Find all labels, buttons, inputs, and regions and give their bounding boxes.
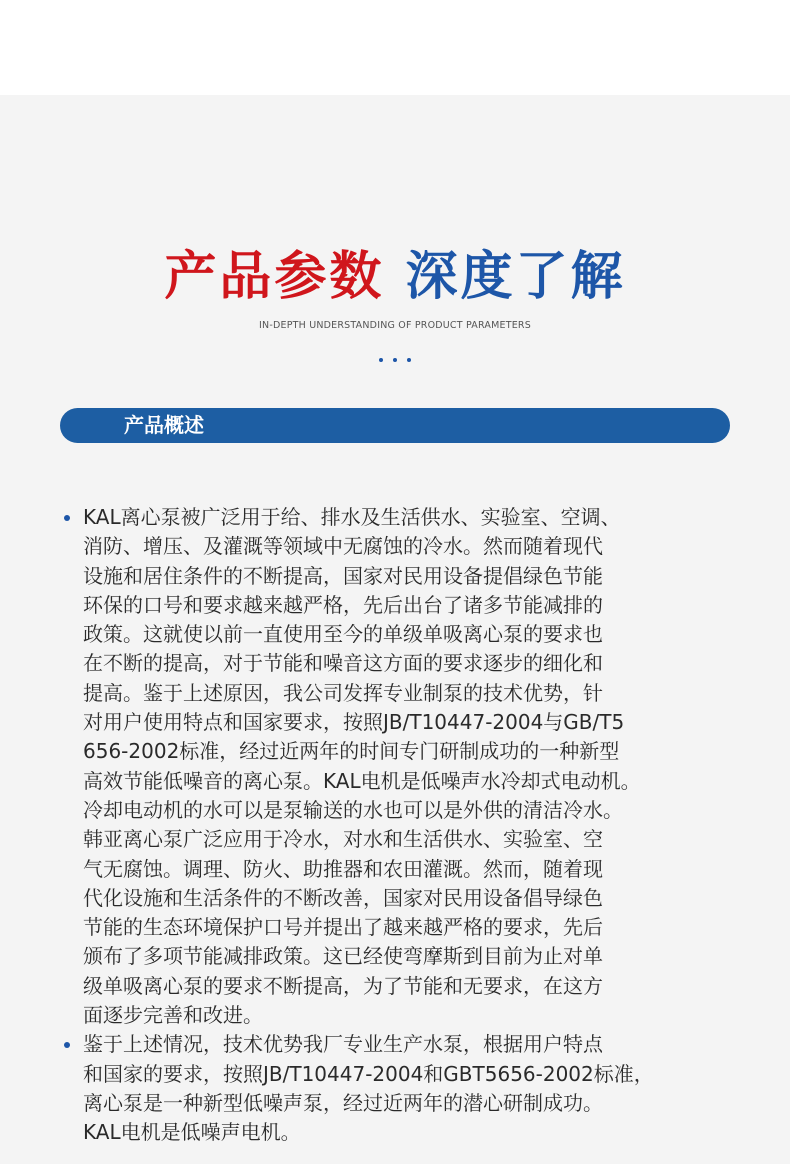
section-title: 产品概述 bbox=[124, 413, 204, 437]
text-line: 消防、增压、及灌溉等领域中无腐蚀的冷水。然而随着现代 bbox=[83, 534, 603, 559]
text-line: 气无腐蚀。调理、防火、助推器和农田灌溉。然而，随着现 bbox=[83, 856, 603, 881]
text-line: 颁布了多项节能减排政策。这已经使弯摩斯到目前为止对单 bbox=[83, 944, 603, 969]
text-line: 冷却电动机的水可以是泵输送的水也可以是外供的清洁冷水。 bbox=[83, 797, 623, 822]
title-red-part: 产品参数 bbox=[164, 247, 385, 307]
paragraph bbox=[60, 1030, 740, 1147]
text-line: 对用户使用特点和国家要求，按照JB/T10447-2004与GB/T5 bbox=[83, 710, 625, 735]
page-subtitle: IN-DEPTH UNDERSTANDING OF PRODUCT PARAMETERS bbox=[259, 320, 531, 331]
dot-icon bbox=[407, 358, 411, 362]
text-line: KAL电机是低噪声电机。 bbox=[83, 1120, 301, 1145]
text-line: 在不断的提高，对于节能和噪音这方面的要求逐步的细化和 bbox=[83, 651, 603, 676]
decorative-dots bbox=[0, 347, 790, 366]
text-line: 代化设施和生活条件的不断改善，国家对民用设备倡导绿色 bbox=[83, 885, 603, 910]
text-line: 节能的生态环境保护口号并提出了越来越严格的要求，先后 bbox=[83, 915, 603, 940]
text-line: 离心泵是一种新型低噪声泵，经过近两年的潜心研制成功。 bbox=[83, 1090, 603, 1115]
text-line: 高效节能低噪音的离心泵。KAL电机是低噪声水冷却式电动机。 bbox=[83, 768, 641, 793]
title-blue-part: 深度了解 bbox=[405, 247, 626, 307]
text-line: KAL离心泵被广泛用于给、排水及生活供水、实验室、空调、 bbox=[83, 505, 621, 529]
text-line: 韩亚离心泵广泛应用于冷水，对水和生活供水、实验室、空 bbox=[83, 827, 603, 852]
page-title bbox=[0, 244, 790, 310]
product-overview-text bbox=[60, 503, 740, 1148]
text-line: 面逐步完善和改进。 bbox=[83, 1003, 263, 1028]
text-line: 政策。这就使以前一直使用至今的单级单吸离心泵的要求也 bbox=[83, 622, 603, 647]
dot-icon bbox=[379, 358, 383, 362]
text-line: 656-2002标准，经过近两年的时间专门研制成功的一种新型 bbox=[83, 739, 620, 764]
text-line: 环保的口号和要求越来越严格，先后出台了诸多节能减排的 bbox=[83, 592, 603, 617]
dot-icon bbox=[393, 358, 397, 362]
text-line: 级单吸离心泵的要求不断提高，为了节能和无要求，在这方 bbox=[83, 973, 603, 998]
bullet-icon bbox=[64, 515, 70, 521]
paragraph bbox=[60, 503, 740, 1030]
section-header-bar bbox=[60, 408, 730, 443]
text-line: 设施和居住条件的不断提高，国家对民用设备提倡绿色节能 bbox=[83, 563, 603, 588]
text-line: 提高。鉴于上述原因，我公司发挥专业制泵的技术优势，针 bbox=[83, 680, 603, 705]
text-line: 和国家的要求，按照JB/T10447-2004和GBT5656-2002标准， bbox=[83, 1061, 654, 1086]
bullet-icon bbox=[64, 1042, 70, 1048]
text-line: 鉴于上述情况，技术优势我厂专业生产水泵，根据用户特点 bbox=[83, 1032, 603, 1057]
